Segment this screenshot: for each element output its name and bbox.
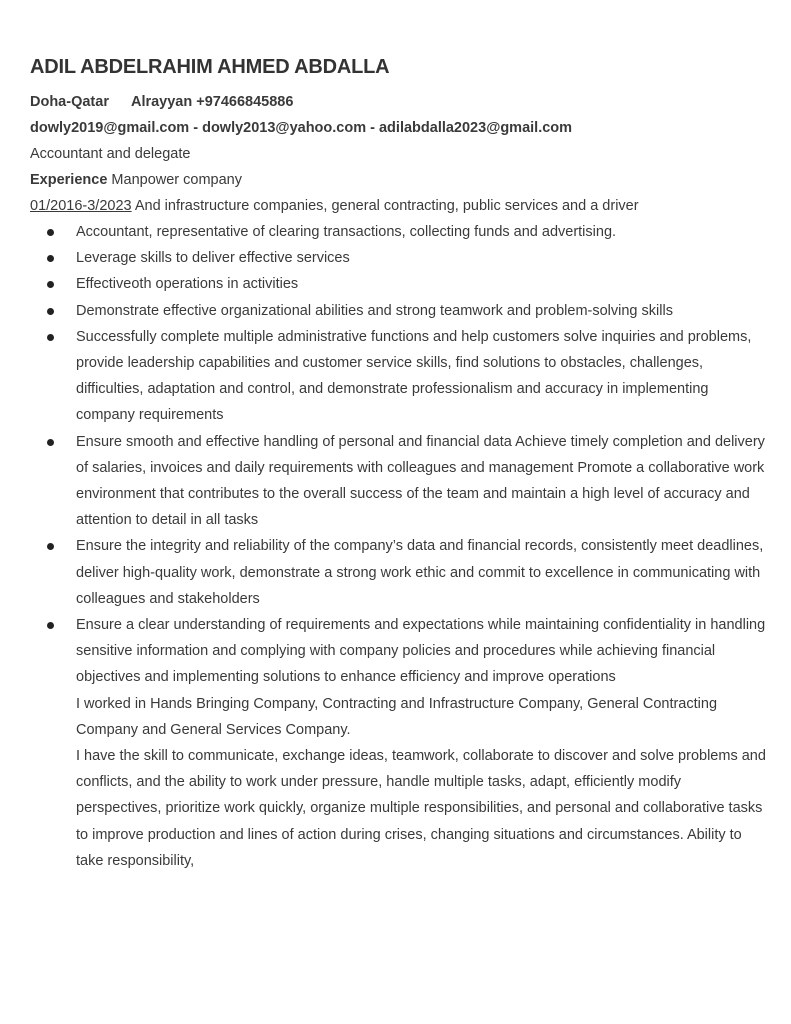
list-item [30,533,770,612]
location-text: Doha-Qatar [30,94,109,110]
bullet-icon [47,622,54,629]
list-item [30,219,770,245]
bullet-text: Effectiveoth operations in activities [76,276,299,293]
work-history-paragraph: I worked in Hands Bringing Company, Contracting and Infrastructure Company, General Contracting Company and General Services Company. [76,695,718,738]
responsibilities-list [30,219,770,691]
bullet-icon [47,543,54,550]
company-name: Manpower company [111,172,242,188]
list-item [30,324,770,429]
date-range: 01/2016-3/2023 [30,198,132,214]
bullet-text: Demonstrate effective organizational abilities and strong teamwork and problem-solving skills [76,302,673,319]
bullet-text: Ensure a clear understanding of requirements and expectations while maintaining confidentiality in handling sensitive information and complying with company policies and procedures while achieving financial objectives and implementing solutions to enhance efficiency and improve operations [76,617,766,686]
bullet-icon [47,229,54,236]
bullet-icon [47,308,54,315]
skills-paragraph: I have the skill to communicate, exchange ideas, teamwork, collaborate to discover and solve problems and conflicts, and the ability to work under pressure, handle multiple tasks, adapt, efficiently modify perspectives, prioritize work quickly, organize multiple responsibilities, and personal and collaborative tasks to improve production and lines of action during crises, changing situations and circumstances. Ability to take responsibility, [76,748,766,869]
bullet-icon [47,255,54,262]
bullet-text: Ensure the integrity and reliability of the company’s data and financial records, consistently meet deadlines, deliver high-quality work, demonstrate a strong work ethic and commit to excellence in communicating with colleagues and stakeholders [76,538,764,607]
bullet-text: Accountant, representative of clearing transactions, collecting funds and advertising. [76,224,617,240]
list-item [30,429,770,534]
experience-date-line [30,193,770,219]
experience-label: Experience [30,172,108,188]
bullet-text: Ensure smooth and effective handling of personal and financial data Achieve timely completion and delivery of salaries, invoices and daily requirements with colleagues and management Promote a collaborative work environment that contributes to the overall success of the team and maintain a high level of accuracy and attention to detail in all tasks [76,433,765,529]
list-item [30,271,770,297]
bullet-text: Leverage skills to deliver effective services [76,250,350,267]
experience-heading [30,167,770,193]
address-phone-text: Alrayyan +97466845886 [130,94,294,110]
bullet-icon [47,334,54,341]
list-item [30,298,770,324]
experience-description: And infrastructure companies, general contracting, public services and a driver [134,198,639,214]
role-title: Accountant and delegate [30,146,191,162]
bullet-icon [47,281,54,288]
bullet-text: Successfully complete multiple administrative functions and help customers solve inquiries and problems, provide leadership capabilities and customer service skills, find solutions to obstacles, challenges, difficulties, adaptation and control, and demonstrate professionalism and accuracy in implementing company requirements [76,328,752,424]
resume-page [30,54,770,874]
bullet-icon [47,439,54,446]
list-item [30,612,770,691]
candidate-name: ADIL ABDELRAHIM AHMED ABDALLA [30,56,390,78]
email-line: dowly2019@gmail.com - dowly2013@yahoo.com - adilabdalla2023@gmail.com [30,120,573,136]
contact-line [30,89,770,115]
list-item [30,245,770,271]
